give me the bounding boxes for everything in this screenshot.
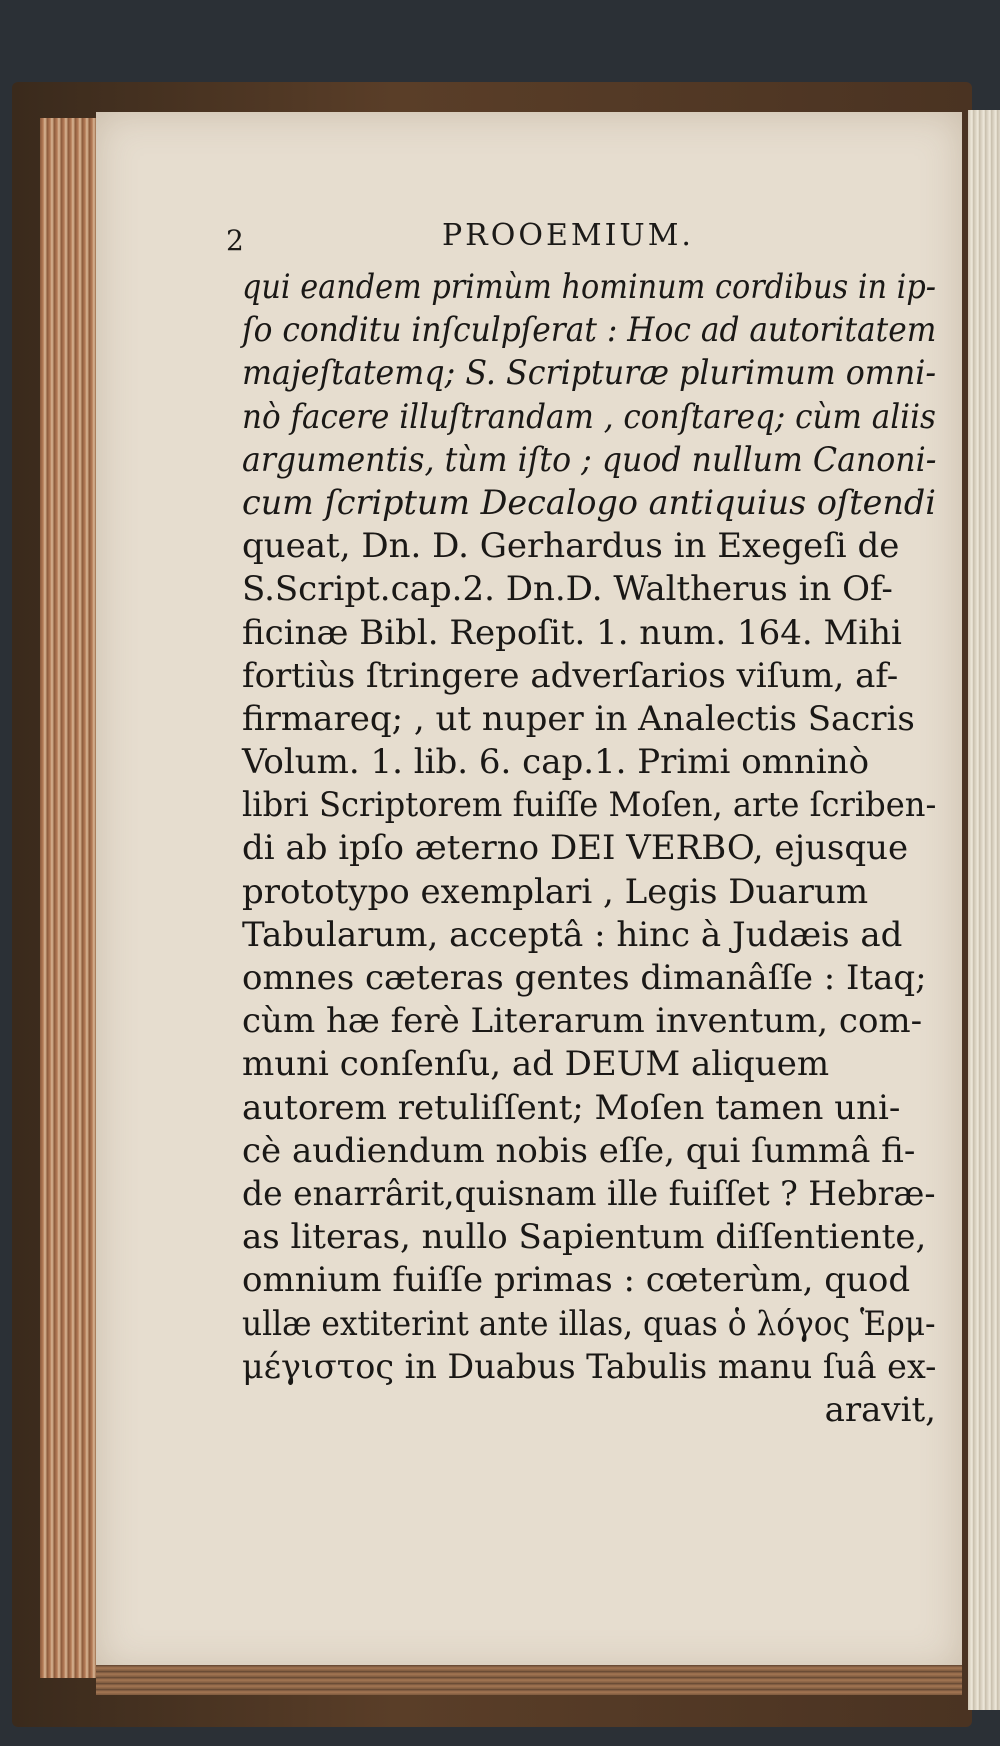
- text-line: Tabularum, acceptâ : hinc à Judæis ad: [242, 914, 903, 955]
- text-line: Volum. 1. lib. 6. cap.1. Primi omninò: [242, 742, 870, 783]
- text-line: cum ſcriptum Decalogo antiquius oſtendi: [242, 482, 936, 523]
- text-line: ſo conditu inſculpſerat : Hoc ad autoritatem: [242, 310, 937, 351]
- text-line: cùm hæ ferè Literarum inventum, com-: [242, 1001, 923, 1042]
- text-line: autorem retuliſſent; Moſen tamen uni-: [242, 1087, 901, 1128]
- page-bottom-edge: [96, 1665, 962, 1695]
- text-line: as literas, nullo Sapientum diſſentiente,: [242, 1217, 927, 1258]
- text-line: ficinæ Bibl. Repoſit. 1. num. 164. Mihi: [242, 612, 902, 653]
- text-line: firmareq; , ut nuper in Analectis Sacris: [242, 698, 915, 739]
- text-line: omnes cæteras gentes dimanâſſe : Itaq;: [242, 958, 927, 998]
- text-line: ullæ extiterint ante illas, quas ὁ λόγος Ἑρμ-: [242, 1303, 936, 1344]
- text-line: majeſtatemq; S. Scripturæ plurimum omni-: [242, 353, 937, 394]
- text-line: queat, Dn. D. Gerhardus in Exegeſi de: [242, 526, 900, 567]
- page-edges-right: [968, 110, 1000, 1710]
- text-line: muni conſenſu, ad DEUM aliquem: [242, 1044, 830, 1085]
- text-block: [242, 266, 936, 1432]
- text-line: S.Script.cap.2. Dn.D. Waltherus in Of-: [242, 569, 893, 610]
- running-head: PROOEMIUM.: [442, 218, 694, 253]
- text-line: de enarrârit,quisnam ille fuiſſet ? Hebræ-: [242, 1173, 936, 1214]
- page-number: 2: [226, 224, 244, 257]
- text-line: libri Scriptorem fuiſſe Moſen, arte ſcriben-: [242, 785, 937, 826]
- text-line: μέγιστος in Duabus Tabulis manu ſuâ ex-: [242, 1346, 937, 1387]
- text-line: fortiùs ſtringere adverſarios viſum, af-: [242, 655, 899, 696]
- text-line: aravit,: [824, 1389, 936, 1430]
- text-line: di ab ipſo æterno DEI VERBO, ejusque: [242, 828, 909, 869]
- page-header: [0, 218, 1000, 258]
- text-line: prototypo exemplari , Legis Duarum: [242, 871, 869, 912]
- text-line: cè audiendum nobis eſſe, qui ſummâ fi-: [242, 1130, 916, 1171]
- text-line: omnium fuiſſe primas : cœterùm, quod: [242, 1260, 911, 1301]
- text-line: argumentis, tùm iſto ; quod nullum Canoni-: [242, 439, 937, 480]
- text-line: nò facere illuſtrandam , conſtareq; cùm aliis: [242, 396, 936, 437]
- text-line: qui eandem primùm hominum cordibus in ip-: [242, 267, 936, 307]
